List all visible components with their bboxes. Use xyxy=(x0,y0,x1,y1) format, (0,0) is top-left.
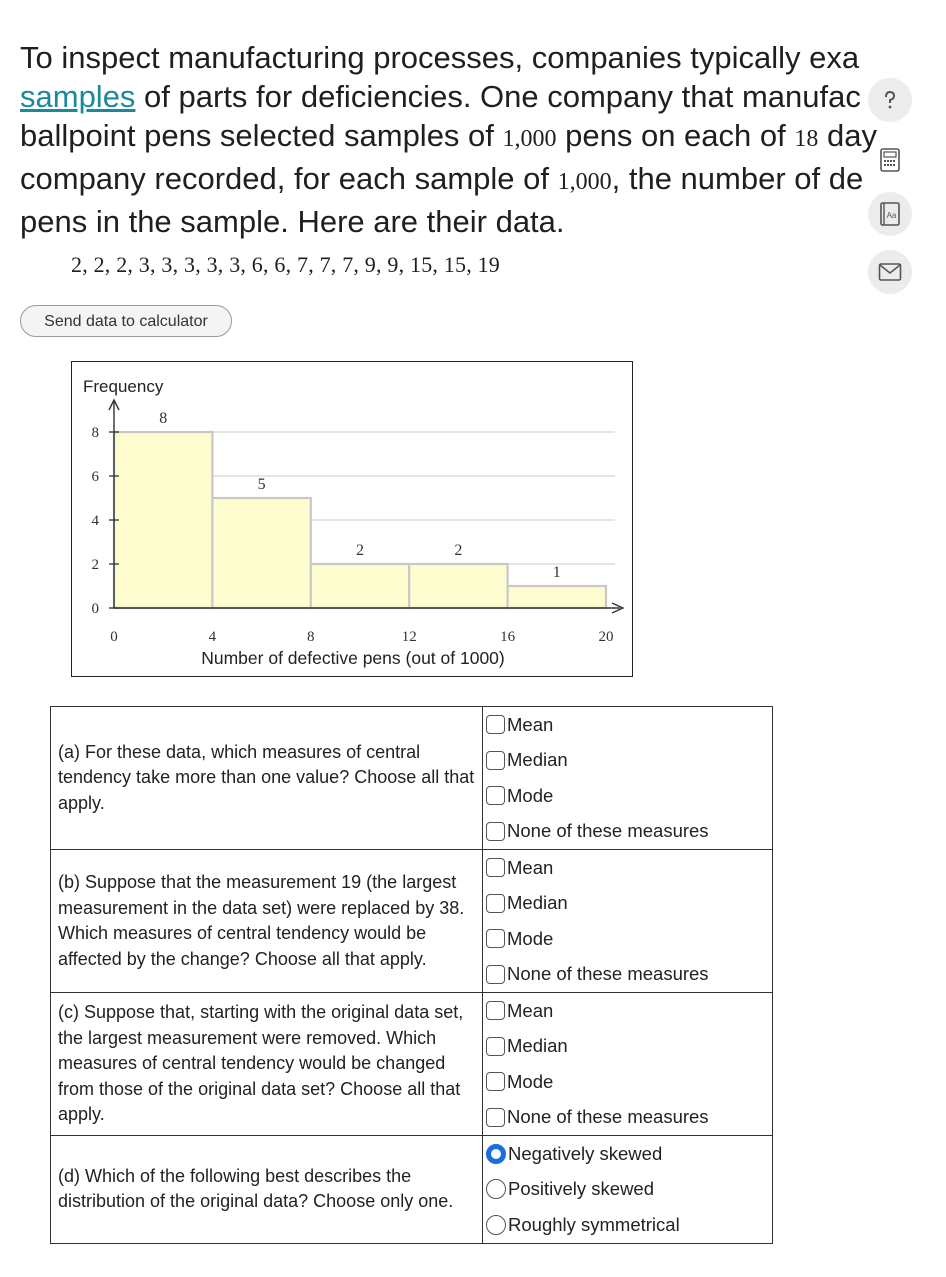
checkbox-option[interactable] xyxy=(483,1064,772,1100)
samples-link[interactable]: samples xyxy=(20,79,136,114)
calculator-button[interactable] xyxy=(868,138,912,182)
bar-value-label: 8 xyxy=(159,410,168,427)
checkbox[interactable] xyxy=(486,715,505,734)
checkbox-option[interactable] xyxy=(483,707,772,743)
checkbox[interactable] xyxy=(486,1037,505,1056)
calculator-icon xyxy=(878,147,902,173)
checkbox-option[interactable] xyxy=(483,993,772,1029)
option-label: None of these measures xyxy=(507,1106,709,1128)
option-label: Median xyxy=(507,1035,568,1057)
x-tick-label: 12 xyxy=(401,629,417,645)
send-to-calculator-button[interactable]: Send data to calculator xyxy=(20,305,232,337)
checkbox[interactable] xyxy=(486,1108,505,1127)
bar-value-label: 5 xyxy=(257,476,266,493)
histogram-bar xyxy=(508,586,606,608)
question-text: (c) Suppose that, starting with the original data set, the largest measurement were removed. Which measures of central tendency would be changed from those of the original data set? Choose all that apply. xyxy=(51,993,483,1136)
problem-intro xyxy=(20,38,946,241)
checkbox-option[interactable] xyxy=(483,1100,772,1136)
checkbox-option[interactable] xyxy=(483,778,772,814)
glossary-label: Aa xyxy=(886,211,897,220)
y-tick-label: 0 xyxy=(91,601,99,617)
y-tick-label: 4 xyxy=(91,513,99,529)
x-tick-label: 4 xyxy=(208,629,217,645)
histogram xyxy=(71,361,633,677)
option-label: Mean xyxy=(507,999,554,1021)
x-axis-label: Number of defective pens (out of 1000) xyxy=(201,648,505,668)
y-tick-label: 2 xyxy=(91,557,99,573)
bar-value-label: 1 xyxy=(552,564,561,581)
option-label: Median xyxy=(507,892,568,914)
checkbox-option[interactable] xyxy=(483,957,772,993)
question-text: (a) For these data, which measures of central tendency take more than one value? Choose all that apply. xyxy=(51,707,483,850)
option-label: Mean xyxy=(507,856,554,878)
question-row xyxy=(51,850,773,993)
option-label: Mode xyxy=(507,1070,554,1092)
histogram-bar xyxy=(409,564,507,608)
checkbox-option[interactable] xyxy=(483,743,772,779)
intro-line-3: ballpoint pens selected samples of 1,000 pens on each of 18 day xyxy=(20,118,877,153)
option-label: Mode xyxy=(507,784,554,806)
checkbox[interactable] xyxy=(486,1001,505,1020)
bar-value-label: 2 xyxy=(454,542,463,559)
radio-button[interactable] xyxy=(486,1179,506,1199)
option-label: Roughly symmetrical xyxy=(508,1213,680,1235)
checkbox-option[interactable] xyxy=(483,886,772,922)
histogram-bar xyxy=(311,564,409,608)
question-text: (d) Which of the following best describes the distribution of the original data? Choose only one. xyxy=(51,1136,483,1244)
radio-option[interactable] xyxy=(483,1207,772,1243)
question-row xyxy=(51,707,773,850)
option-label: Median xyxy=(507,749,568,771)
radio-option[interactable] xyxy=(483,1172,772,1208)
option-label: Mean xyxy=(507,713,554,735)
option-label: None of these measures xyxy=(507,820,709,842)
help-button[interactable] xyxy=(868,78,912,122)
x-tick-label: 8 xyxy=(307,629,315,645)
glossary-icon xyxy=(878,201,902,227)
x-tick-label: 0 xyxy=(110,629,118,645)
answer-options xyxy=(483,707,773,850)
checkbox[interactable] xyxy=(486,751,505,770)
answer-options xyxy=(483,1136,773,1244)
checkbox[interactable] xyxy=(486,965,505,984)
message-button[interactable] xyxy=(868,250,912,294)
intro-line-2: samples of parts for deficiencies. One company that manufac xyxy=(20,79,861,114)
option-label: None of these measures xyxy=(507,963,709,985)
intro-line-5: pens in the sample. Here are their data. xyxy=(20,204,565,239)
histogram-svg xyxy=(72,362,634,678)
checkbox[interactable] xyxy=(486,894,505,913)
checkbox-option[interactable] xyxy=(483,850,772,886)
bar-value-label: 2 xyxy=(356,542,364,559)
option-label: Negatively skewed xyxy=(508,1142,663,1164)
y-axis-label: Frequency xyxy=(83,377,164,396)
radio-option[interactable] xyxy=(483,1136,772,1172)
data-values: 2, 2, 2, 3, 3, 3, 3, 3, 6, 6, 7, 7, 7, 9, 9, 15, 15, 19 xyxy=(71,252,500,277)
answer-options xyxy=(483,850,773,993)
checkbox[interactable] xyxy=(486,786,505,805)
checkbox[interactable] xyxy=(486,929,505,948)
question-row xyxy=(51,1136,773,1244)
radio-button[interactable] xyxy=(486,1144,506,1164)
question-table xyxy=(50,706,773,1244)
question-row xyxy=(51,993,773,1136)
intro-line-4: company recorded, for each sample of 1,000, the number of de xyxy=(20,161,864,196)
histogram-bar xyxy=(212,498,310,608)
checkbox-option[interactable] xyxy=(483,921,772,957)
option-label: Positively skewed xyxy=(508,1178,655,1200)
checkbox-option[interactable] xyxy=(483,814,772,850)
y-tick-label: 6 xyxy=(91,469,99,485)
answer-options xyxy=(483,993,773,1136)
checkbox[interactable] xyxy=(486,858,505,877)
checkbox-option[interactable] xyxy=(483,1029,772,1065)
x-tick-label: 16 xyxy=(500,629,516,645)
y-tick-label: 8 xyxy=(91,425,99,441)
message-icon xyxy=(878,262,902,282)
radio-button[interactable] xyxy=(486,1215,506,1235)
question-text: (b) Suppose that the measurement 19 (the largest measurement in the data set) were replaced by 38. Which measures of central tendency would be affected by the change? Choose all that apply. xyxy=(51,850,483,993)
option-label: Mode xyxy=(507,927,554,949)
intro-line-1: To inspect manufacturing processes, companies typically exa xyxy=(20,40,860,75)
checkbox[interactable] xyxy=(486,822,505,841)
glossary-button[interactable] xyxy=(868,192,912,236)
histogram-bar xyxy=(114,432,212,608)
help-icon xyxy=(878,88,902,112)
x-tick-label: 20 xyxy=(598,629,614,645)
checkbox[interactable] xyxy=(486,1072,505,1091)
